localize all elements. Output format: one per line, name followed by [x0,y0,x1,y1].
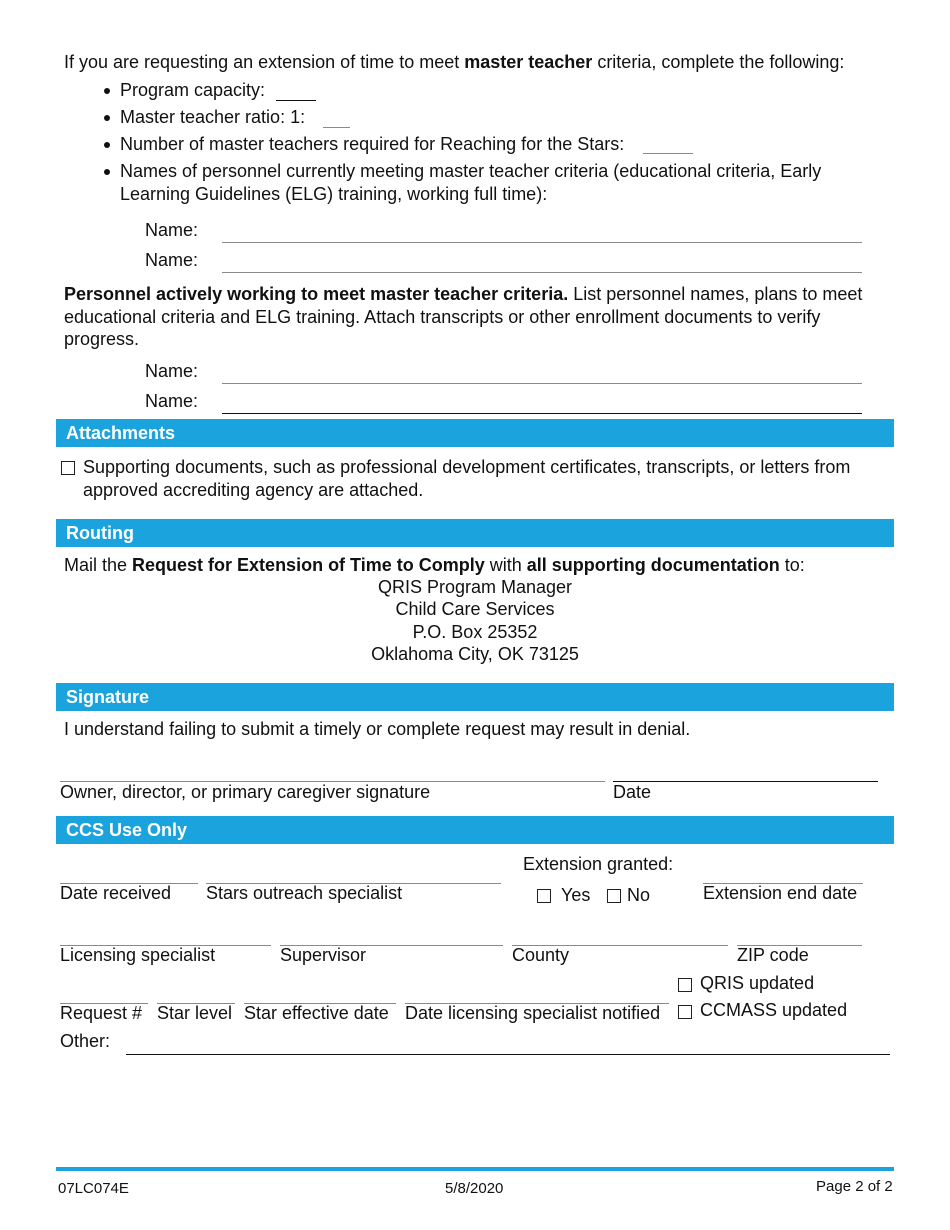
footer-rule [56,1167,894,1171]
master-teacher-ratio-field[interactable] [323,127,350,128]
star-level-label: Star level [157,1003,233,1023]
attachments-text: Supporting documents, such as professional development certificates, transcripts, or letters from [83,457,851,477]
name-label: Name: [145,250,199,270]
bullet-dot [104,88,110,94]
program-capacity-field[interactable] [276,100,316,101]
program-capacity-label: Program capacity: [120,80,266,100]
bullet-dot [104,142,110,148]
active-personnel-text-cont: progress. [64,329,140,349]
master-teacher-ratio-label: Master teacher ratio: 1: [120,107,306,127]
names-meeting-criteria-label-cont: Learning Guidelines (ELG) training, working full time): [120,184,548,204]
address-line: Oklahoma City, OK 73125 [371,644,579,664]
signature-date-field[interactable] [613,781,878,782]
active-personnel-text: Personnel actively working to meet master teacher criteria. List personnel names, plans to meet [64,284,863,304]
no-label: No [627,885,651,905]
qris-updated-label: QRIS updated [700,973,815,993]
master-teachers-required-field[interactable] [643,153,693,154]
attachments-text-cont: approved accrediting agency are attached. [83,480,424,500]
extension-yes-checkbox[interactable] [537,889,551,903]
address-line: Child Care Services [395,599,555,619]
extension-granted-label: Extension granted: [523,854,674,874]
county-label: County [512,945,570,965]
yes-label: Yes [561,885,591,905]
date-received-label: Date received [60,883,172,903]
zip-code-label: ZIP code [737,945,809,965]
address-line: P.O. Box 25352 [412,622,538,642]
name-field[interactable] [222,383,862,384]
name-label: Name: [145,361,199,381]
address-line: QRIS Program Manager [377,577,573,597]
ccs-use-only-header: CCS Use Only [56,816,894,844]
attachments-checkbox[interactable] [61,461,75,475]
ccmass-updated-checkbox[interactable] [678,1005,692,1019]
bullet-dot [104,169,110,175]
names-meeting-criteria-label: Names of personnel currently meeting master teacher criteria (educational criteria, Early [120,161,822,181]
stars-outreach-label: Stars outreach specialist [206,883,403,903]
signature-header: Signature [56,683,894,711]
routing-instructions: Mail the Request for Extension of Time to Comply with all supporting documentation to: [64,555,805,575]
form-id: 07LC074E [58,1180,129,1197]
supervisor-label: Supervisor [280,945,367,965]
signature-statement: I understand failing to submit a timely or complete request may result in denial. [64,719,691,739]
request-number-label: Request # [60,1003,143,1023]
name-label: Name: [145,220,199,240]
other-field[interactable] [126,1054,890,1055]
licensing-specialist-label: Licensing specialist [60,945,216,965]
intro-text: If you are requesting an extension of time to meet master teacher criteria, complete the following: [64,52,845,72]
routing-header: Routing [56,519,894,547]
other-label: Other: [60,1031,111,1051]
name-field[interactable] [222,242,862,243]
attachments-header: Attachments [56,419,894,447]
extension-end-date-label: Extension end date [703,883,858,903]
date-notified-label: Date licensing specialist notified [405,1003,661,1023]
signature-label: Owner, director, or primary caregiver signature [60,782,431,802]
star-effective-date-label: Star effective date [244,1003,389,1023]
name-label: Name: [145,391,199,411]
page-number: Page 2 of 2 [816,1178,893,1195]
revision-date: 5/8/2020 [445,1180,504,1197]
name-field[interactable] [222,413,862,414]
extension-no-checkbox[interactable] [607,889,621,903]
qris-updated-checkbox[interactable] [678,978,692,992]
master-teachers-required-label: Number of master teachers required for Reaching for the Stars: [120,134,625,154]
bullet-dot [104,115,110,121]
active-personnel-text-cont: educational criteria and ELG training. Attach transcripts or other enrollment documents to verify [64,307,821,327]
name-field[interactable] [222,272,862,273]
ccmass-updated-label: CCMASS updated [700,1000,848,1020]
date-label: Date [613,782,652,802]
